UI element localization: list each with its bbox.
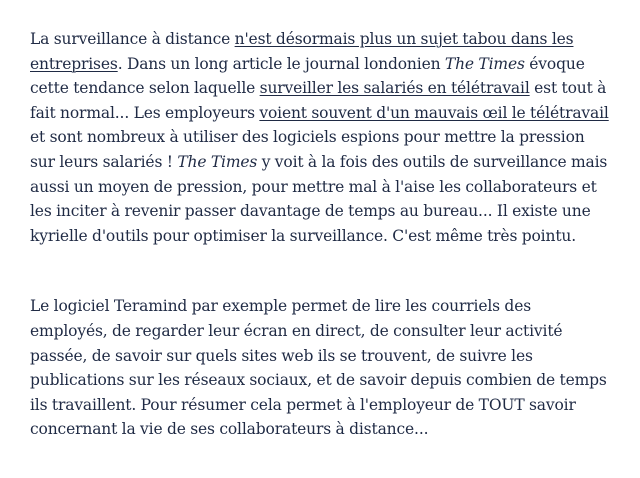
text-segment: est tout à fait normal... Les employeurs [30, 79, 607, 122]
paragraph-surveillance-intro [30, 27, 610, 248]
link-monitor-remote-employees[interactable]: surveiller les salariés en télétravail [259, 79, 530, 98]
paragraph-teramind: Le logiciel Teramind par exemple permet de lire les courriels des employés, de regarder leur écran en direct, de consulter leur activité passée, de savoir sur quels sites web ils se trouvent, de suivre les publications sur les réseaux sociaux, et de savoir depuis combien de temps ils travaillent. Pour résumer cela permet à l'employeur de TOUT savoir concernant la vie de ses collaborateurs à distance... [30, 297, 607, 439]
link-not-taboo[interactable]: n'est désormais plus un sujet tabou dans les entreprises [30, 30, 574, 73]
link-employers-dislike-telework[interactable]: voient souvent d'un mauvais œil le télétravail [259, 103, 609, 122]
text-segment: La surveillance à distance [30, 30, 235, 48]
text-segment: . Dans un long article le journal londonien [117, 54, 445, 73]
article-body [30, 27, 610, 442]
source-the-times: The Times [444, 54, 525, 73]
text-segment: évoque cette tendance selon laquelle [30, 54, 585, 98]
text-segment: et sont nombreux à utiliser des logiciels espions pour mettre la pression sur leurs salariés ! [30, 128, 585, 171]
source-the-times: The Times [177, 152, 258, 171]
text-segment: y voit à la fois des outils de surveillance mais aussi un moyen de pression, pour mettre mal à l'aise les collaborateurs et les inciter à revenir passer davantage de temps au bureau... Il existe une kyrielle d'outils pour optimiser la surveillance. C'est même très pointu. [30, 152, 608, 245]
